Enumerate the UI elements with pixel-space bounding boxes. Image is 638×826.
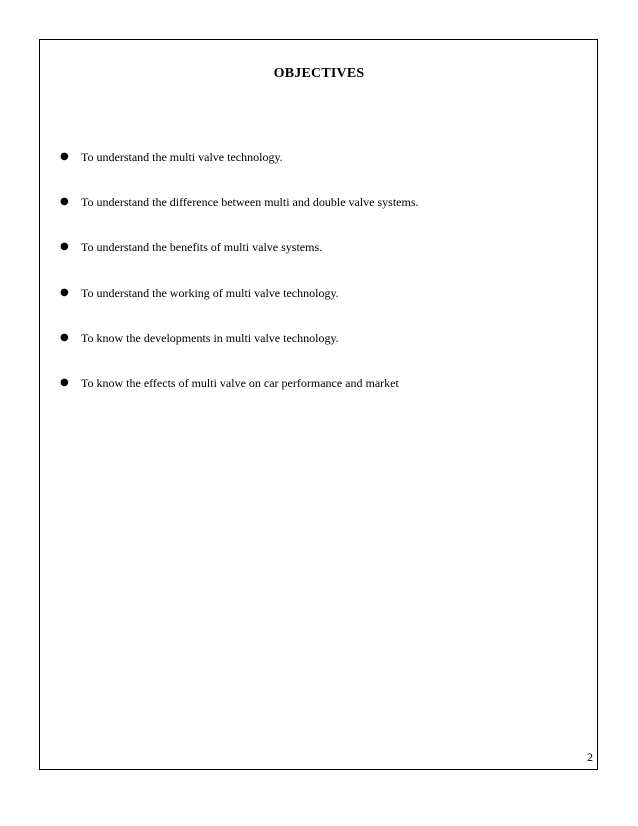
list-item xyxy=(60,238,322,256)
bullet-icon: ● xyxy=(60,332,69,343)
list-item xyxy=(60,193,419,211)
page-title: OBJECTIVES xyxy=(273,66,365,81)
bullet-icon: ● xyxy=(60,287,69,298)
objective-text: To know the effects of multi valve on car performance and market xyxy=(81,376,399,390)
objective-text: To understand the difference between multi and double valve systems. xyxy=(81,195,419,209)
list-item xyxy=(60,329,339,347)
objective-text: To understand the working of multi valve technology. xyxy=(81,286,339,300)
objective-text: To understand the multi valve technology. xyxy=(81,150,283,164)
bullet-icon: ● xyxy=(60,377,69,388)
bullet-icon: ● xyxy=(60,151,69,162)
objective-text: To understand the benefits of multi valve systems. xyxy=(81,240,323,254)
page-number: 2 xyxy=(587,750,593,764)
objective-text: To know the developments in multi valve technology. xyxy=(81,331,339,345)
bullet-icon: ● xyxy=(60,196,69,207)
list-item xyxy=(60,148,283,166)
list-item xyxy=(60,284,339,302)
list-item xyxy=(60,374,399,392)
bullet-icon: ● xyxy=(60,241,69,252)
